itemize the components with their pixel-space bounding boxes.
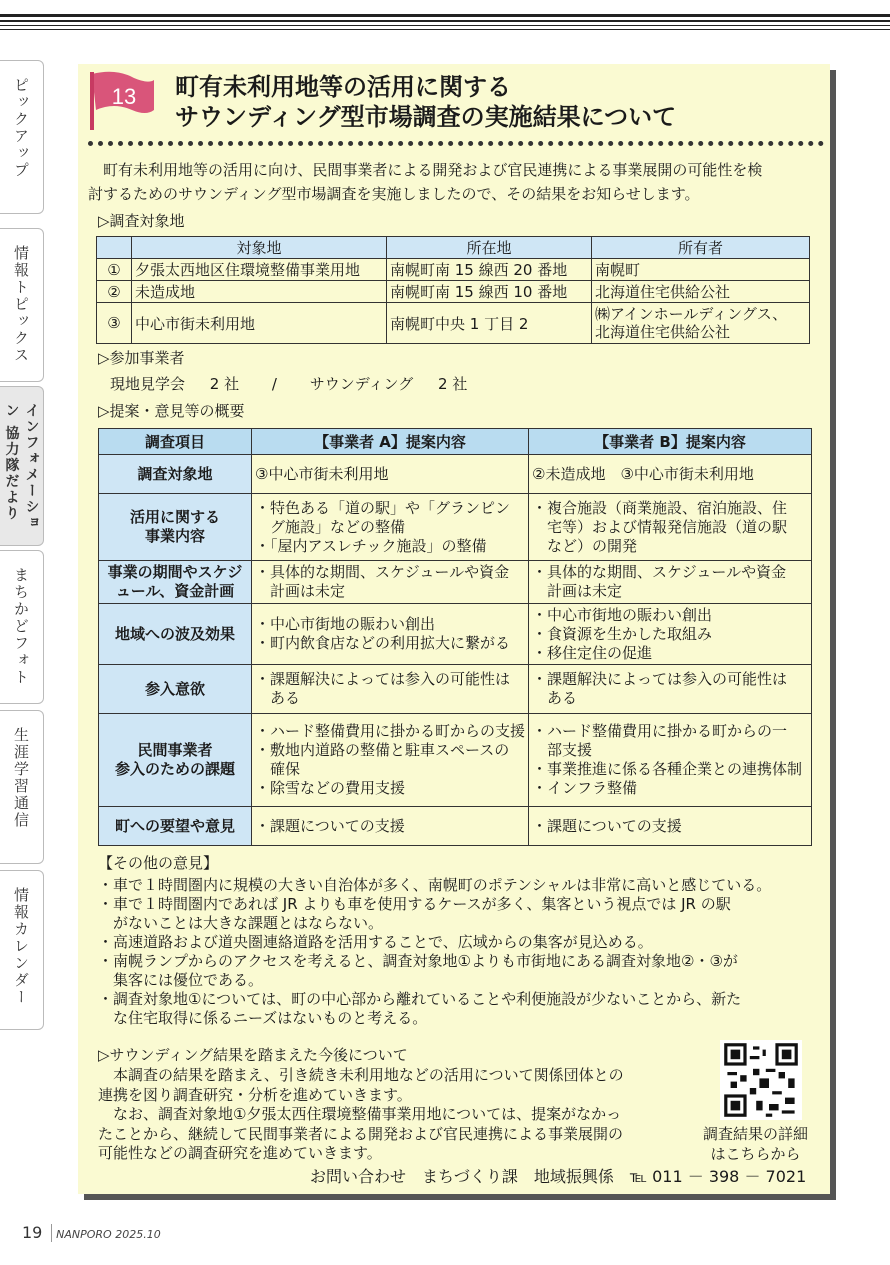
proposal-a-cell: ・特色ある「道の駅」や「グランピン グ施設」などの整備 ・「屋内アスレチック施設」の整備 bbox=[252, 494, 529, 561]
paragraph-line: 可能性などの調査研究を進めていきます。 bbox=[98, 1144, 382, 1162]
tab-pickup[interactable]: ピックアップ bbox=[0, 60, 44, 214]
proposal-b-cell: ・課題についての支援 bbox=[529, 807, 812, 846]
qr-code-icon[interactable] bbox=[720, 1040, 802, 1120]
other-opinions-list bbox=[98, 876, 771, 1028]
table-header: 所在地 bbox=[387, 237, 592, 259]
row-item-label: 町への要望や意見 bbox=[99, 807, 252, 846]
list-item: がないことは大きな課題とはならない。 bbox=[98, 914, 384, 932]
table-row bbox=[99, 455, 812, 494]
proposal-b-cell: ・複合施設（商業施設、宿泊施設、住 宅等）および情報発信施設（道の駅 など）の開発 bbox=[529, 494, 812, 561]
proposal-a-cell: ・ハード整備費用に掛かる町からの支援 ・敷地内道路の整備と駐車スペースの 確保 ・除雪などの費用支援 bbox=[252, 714, 529, 807]
other-opinions-heading: 【その他の意見】 bbox=[98, 854, 219, 872]
sites-table bbox=[96, 236, 810, 344]
section-participants-heading: ▷参加事業者 bbox=[98, 349, 185, 367]
list-item: ・高速道路および道央圏連絡道路を活用することで、広域からの集客が見込める。 bbox=[98, 933, 653, 951]
proposal-b-cell: ・中心市街地の賑わい創出 ・食資源を生かした取組み ・移住定住の促進 bbox=[529, 604, 812, 665]
paragraph-line: 本調査の結果を踏まえ、引き続き未利用地などの活用について関係団体との bbox=[98, 1066, 624, 1084]
list-item: ・南幌ランプからのアクセスを考えると、調査対象地①よりも市街地にある調査対象地②・③が bbox=[98, 952, 738, 970]
paragraph-line: なお、調査対象地①夕張太西住環境整備事業用地については、提案がなかっ bbox=[98, 1105, 622, 1123]
proposal-a-cell: ・中心市街地の賑わい創出 ・町内飲食店などの利用拡大に繋がる bbox=[252, 604, 529, 665]
participants-line: 現地見学会 2 社 / サウンディング 2 社 bbox=[110, 375, 468, 393]
contact-info: お問い合わせ まちづくり課 地域振興係 ℡ 011 － 398 － 7021 bbox=[310, 1167, 807, 1186]
row-item-label: 民間事業者 参入のための課題 bbox=[99, 714, 252, 807]
proposal-a-cell: ③中心市街未利用地 bbox=[252, 455, 529, 494]
table-header: 【事業者 A】提案内容 bbox=[252, 429, 529, 455]
proposal-a-cell: ・具体的な期間、スケジュールや資金 計画は未定 bbox=[252, 561, 529, 604]
row-item-label: 調査対象地 bbox=[99, 455, 252, 494]
page-title: 町有未利用地等の活用に関する サウンディング型市場調査の実施結果について bbox=[175, 73, 677, 131]
row-item-label: 地域への波及効果 bbox=[99, 604, 252, 665]
list-item: ・車で１時間圏内であれば JR よりも車を使用するケースが多く、集客という視点では JR の駅 bbox=[98, 895, 731, 913]
proposal-a-cell: ・課題解決によっては参入の可能性は ある bbox=[252, 665, 529, 714]
magazine-name: NANPORO 2025.10 bbox=[56, 1228, 161, 1241]
page-footer bbox=[22, 1223, 161, 1242]
proposal-b-cell: ・ハード整備費用に掛かる町からの一 部支援 ・事業推進に係る各種企業との連携体制 ・インフラ整備 bbox=[529, 714, 812, 807]
proposals-table bbox=[98, 428, 812, 846]
section-sites-heading: ▷調査対象地 bbox=[98, 212, 185, 230]
row-item-label: 参入意欲 bbox=[99, 665, 252, 714]
list-item: ・調査対象地①については、町の中心部から離れていることや利便施設が少ないことから、新た bbox=[98, 990, 742, 1008]
paragraph-line: たことから、継続して民間事業者による開発および官民連携による事業展開の bbox=[98, 1124, 624, 1143]
table-header: 対象地 bbox=[132, 237, 387, 259]
tab-lifelong-learning[interactable]: 生涯学習通信 bbox=[0, 710, 44, 864]
table-row: ③ 中心市街未利用地 南幌町中央 1 丁目 2 ㈱アインホールディングス、 北海道住宅供給公社 bbox=[97, 303, 810, 344]
table-header: 調査項目 bbox=[99, 429, 252, 455]
header-rules bbox=[0, 0, 890, 40]
table-header: 所有者 bbox=[592, 237, 810, 259]
table-row: ① 夕張太西地区住環境整備事業用地 南幌町南 15 線西 20 番地 南幌町 bbox=[97, 259, 810, 281]
future-text bbox=[98, 1066, 624, 1164]
list-item: な住宅取得に係るニーズはないものと考える。 bbox=[98, 1009, 428, 1027]
proposal-a-cell: ・課題についての支援 bbox=[252, 807, 529, 846]
table-row bbox=[99, 665, 812, 714]
tab-photo[interactable]: まちかどフォト bbox=[0, 550, 44, 704]
badge-number: 13 bbox=[111, 84, 137, 109]
table-row bbox=[99, 604, 812, 665]
tab-information[interactable]: インフォメーション 協力隊だより bbox=[0, 386, 44, 546]
table-row bbox=[99, 714, 812, 807]
qr-caption: 調査結果の詳細 はこちらから bbox=[703, 1125, 809, 1163]
intro-text: 町有未利用地等の活用に向け、民間事業者による開発および官民連携による事業展開の可能性を検 討するためのサウンディング型市場調査を実施しましたので、その結果をお知らせします。 bbox=[88, 161, 763, 203]
tab-calendar[interactable]: 情報カレンダー bbox=[0, 870, 44, 1030]
table-row: ② 未造成地 南幌町南 15 線西 10 番地 北海道住宅供給公社 bbox=[97, 281, 810, 303]
section-future-heading: ▷サウンディング結果を踏まえた今後について bbox=[98, 1046, 408, 1064]
list-item: ・車で１時間圏内に規模の大きい自治体が多く、南幌町のポテンシャルは非常に高いと感じている。 bbox=[98, 876, 772, 894]
title-divider bbox=[88, 141, 824, 146]
section-proposals-heading: ▷提案・意見等の概要 bbox=[98, 402, 245, 420]
table-row bbox=[99, 561, 812, 604]
tab-topics[interactable]: 情報トピックス bbox=[0, 228, 44, 382]
table-row bbox=[99, 807, 812, 846]
list-item: 集客には優位である。 bbox=[98, 971, 264, 989]
table-header: 【事業者 B】提案内容 bbox=[529, 429, 812, 455]
table-row bbox=[99, 494, 812, 561]
page-number: 19 bbox=[22, 1223, 43, 1242]
row-item-label: 事業の期間やスケジ ュール、資金計画 bbox=[99, 561, 252, 604]
proposal-b-cell: ・課題解決によっては参入の可能性は ある bbox=[529, 665, 812, 714]
row-item-label: 活用に関する 事業内容 bbox=[99, 494, 252, 561]
paragraph-line: 連携を図り調査研究・分析を進めていきます。 bbox=[98, 1085, 412, 1104]
flag-icon bbox=[88, 70, 160, 132]
proposal-b-cell: ②未造成地 ③中心市街未利用地 bbox=[529, 455, 812, 494]
table-header bbox=[97, 237, 132, 259]
proposal-b-cell: ・具体的な期間、スケジュールや資金 計画は未定 bbox=[529, 561, 812, 604]
